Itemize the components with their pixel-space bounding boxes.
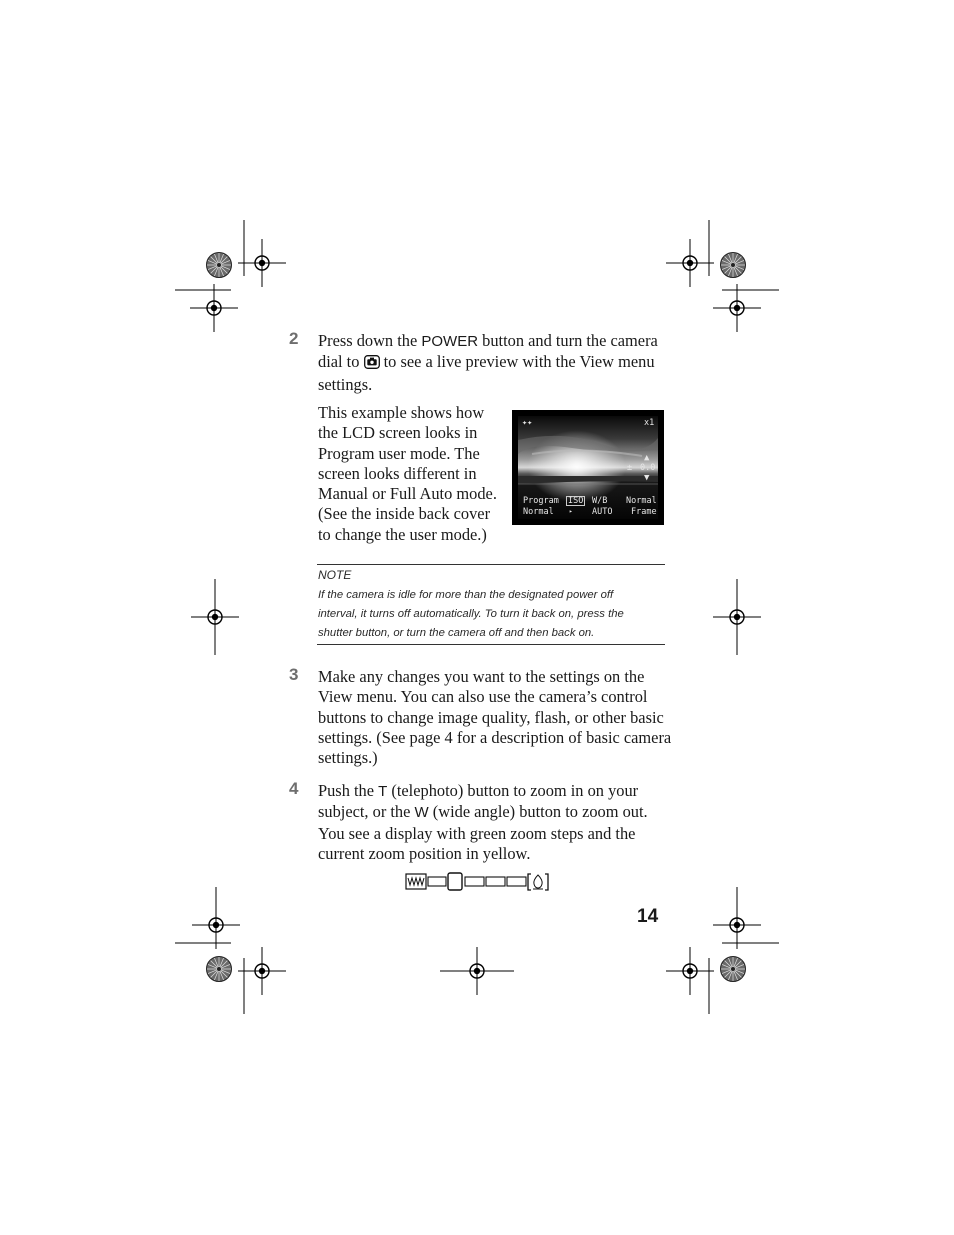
zoom-position	[448, 873, 462, 890]
lcd-menu-item: Normal	[626, 496, 657, 506]
registration-star-mark	[207, 253, 232, 278]
lcd-menu-value: ▸	[569, 508, 573, 515]
registration-star-mark	[721, 253, 746, 278]
registration-mark	[713, 284, 761, 332]
telephoto-icon	[528, 874, 548, 890]
lcd-menu-value: Frame	[631, 507, 657, 517]
exposure-icon: ±	[627, 463, 633, 473]
zoom-step	[486, 877, 505, 886]
quality-icon: ✦✦	[522, 418, 533, 428]
wide-angle-icon	[406, 874, 426, 889]
zoom-step	[465, 877, 484, 886]
step-2-text: Press down the POWER button and turn the camera dial to to see a live preview with the View menu settings.	[318, 331, 658, 394]
step-number: 2	[289, 329, 299, 348]
telephoto-key: T	[378, 783, 388, 800]
camera-icon	[364, 354, 380, 374]
registration-mark	[238, 947, 286, 995]
note-bottom-rule	[317, 644, 665, 645]
lcd-menu-item-selected: ISO	[568, 496, 584, 506]
zoom-indicator: x1	[644, 418, 655, 428]
zoom-bar-illustration	[405, 871, 551, 893]
step-number: 3	[289, 665, 299, 684]
exposure-down-icon: ▼	[644, 473, 650, 483]
power-key: POWER	[421, 333, 479, 350]
registration-mark	[666, 947, 714, 995]
lcd-screen-preview	[512, 410, 664, 525]
registration-mark	[666, 239, 714, 287]
exposure-up-icon: ▲	[644, 453, 650, 463]
lcd-menu-value: Normal	[523, 507, 554, 517]
zoom-step	[507, 877, 526, 886]
registration-mark	[238, 239, 286, 287]
step-4-text: Push the T (telephoto) button to zoom in on your subject, or the W (wide angle) button to zoom out. You see a display with green zoom steps and the current zoom position in yellow.	[318, 781, 648, 863]
example-description: This example shows how the LCD screen looks in Program user mode. The screen looks different in Manual or Full Auto mode. (See the inside back cover to change the user mode.)	[318, 403, 497, 544]
registration-mark	[192, 901, 240, 949]
wide-angle-key: W	[414, 804, 429, 822]
step-3-text: Make any changes you want to the settings on the View menu. You can also use the camera’s control buttons to change image quality, flash, or other basic settings. (See page 4 for a description of basic camera settings.)	[318, 667, 672, 768]
registration-star-mark	[721, 957, 746, 982]
lcd-menu-item: Program	[523, 496, 559, 506]
zoom-step	[428, 877, 446, 886]
note-body: If the camera is idle for more than the designated power off interval, it turns off automatically. To turn it back on, press the shutter button, or turn the camera off and then back on.	[318, 589, 624, 639]
registration-star-mark	[207, 957, 232, 982]
registration-mark	[713, 901, 761, 949]
note-top-rule	[317, 564, 665, 565]
lcd-menu-value: AUTO	[592, 507, 613, 517]
page-number: 14	[637, 906, 659, 927]
lcd-menu-item: W/B	[592, 496, 608, 506]
step-number: 4	[289, 779, 299, 798]
registration-mark	[190, 284, 238, 332]
note-heading: NOTE	[318, 568, 352, 582]
exposure-value: 0.0	[640, 463, 656, 473]
